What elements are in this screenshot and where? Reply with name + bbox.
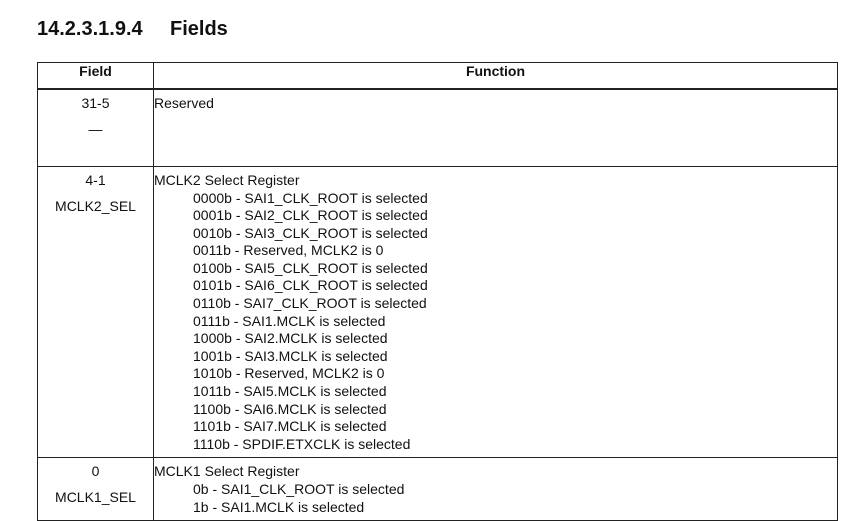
- value-item: 0011b - Reserved, MCLK2 is 0: [193, 242, 384, 259]
- value-item: 0100b - SAI5_CLK_ROOT is selected: [193, 259, 428, 276]
- field-name: MCLK1_SEL: [55, 489, 136, 506]
- header-row: [38, 63, 838, 90]
- field-bits: 0: [91, 463, 100, 480]
- section-heading: [37, 18, 228, 41]
- field-cell: [38, 167, 154, 458]
- header-field: Field: [38, 63, 154, 90]
- function-cell: [154, 167, 838, 458]
- field-name: —: [88, 121, 103, 137]
- value-list: [154, 190, 837, 458]
- table-row-mclk2-sel: [38, 167, 838, 458]
- value-item: 1b - SAI1.MCLK is selected: [193, 498, 365, 515]
- value-item: 0001b - SAI2_CLK_ROOT is selected: [193, 207, 428, 224]
- value-item: 1101b - SAI7.MCLK is selected: [193, 418, 387, 435]
- value-list: [154, 481, 837, 520]
- section-title: Fields: [170, 18, 228, 40]
- function-title: MCLK1 Select Register: [154, 463, 300, 480]
- function-cell: [154, 458, 838, 521]
- value-item: 1100b - SAI6.MCLK is selected: [193, 400, 387, 417]
- function-title: MCLK2 Select Register: [154, 172, 300, 188]
- value-item: 0111b - SAI1.MCLK is selected: [193, 312, 386, 329]
- table-row-mclk1-sel: [38, 458, 838, 521]
- field-cell: [38, 89, 154, 167]
- field-cell: [38, 458, 154, 521]
- value-item: 0110b - SAI7_CLK_ROOT is selected: [193, 295, 427, 312]
- value-item: 0101b - SAI6_CLK_ROOT is selected: [193, 277, 428, 294]
- value-item: 1000b - SAI2.MCLK is selected: [193, 330, 388, 347]
- table-row-reserved: [38, 89, 838, 167]
- field-bits: 31-5: [81, 95, 110, 111]
- header-function: Function: [154, 63, 838, 90]
- value-item: 1011b - SAI5.MCLK is selected: [193, 383, 387, 400]
- value-item: 1010b - Reserved, MCLK2 is 0: [193, 365, 385, 382]
- field-bits: 4-1: [85, 172, 106, 188]
- function-cell: [154, 89, 838, 167]
- value-item: 0010b - SAI3_CLK_ROOT is selected: [193, 224, 428, 241]
- section-number: 14.2.3.1.9.4: [37, 18, 143, 40]
- fields-table: [37, 62, 838, 521]
- value-item: 0b - SAI1_CLK_ROOT is selected: [193, 480, 405, 497]
- value-item: 0000b - SAI1_CLK_ROOT is selected: [193, 189, 428, 206]
- field-name: MCLK2_SEL: [55, 198, 136, 214]
- function-title: Reserved: [154, 95, 214, 111]
- value-item: 1110b - SPDIF.ETXCLK is selected: [193, 435, 411, 452]
- value-item: 1001b - SAI3.MCLK is selected: [193, 347, 388, 364]
